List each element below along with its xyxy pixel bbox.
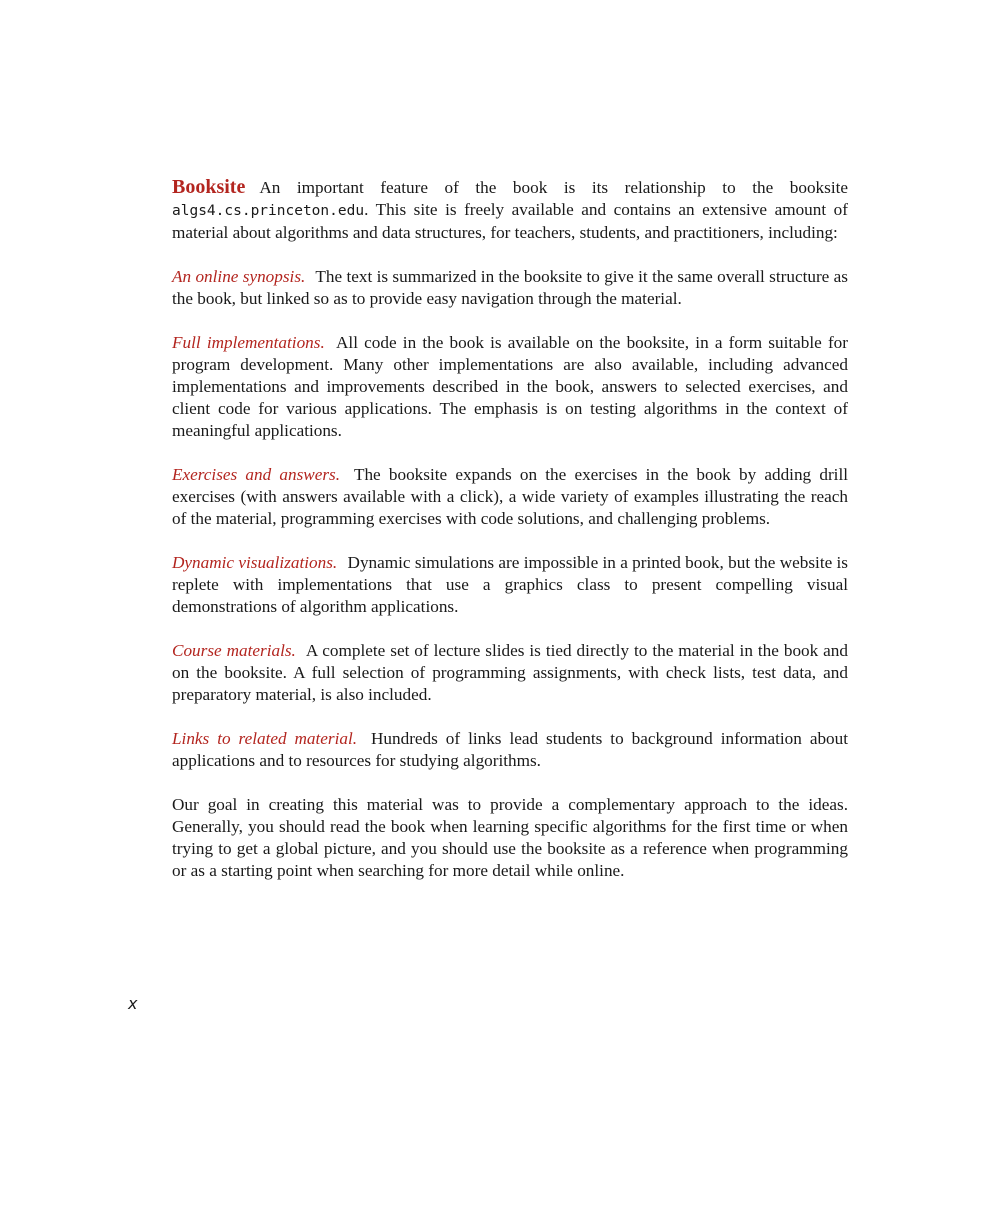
booksite-url: algs4.cs.princeton.edu [172, 203, 365, 219]
intro-text-continued: . This site is freely available and contains an extensive amount of material about algorithms and data structures, for teachers, students, and practitioners, including: [172, 200, 848, 242]
item-heading: Exercises and answers. [172, 465, 341, 484]
item-heading: Dynamic visualizations. [172, 553, 338, 572]
intro-paragraph [172, 176, 848, 244]
item-full-implementations [172, 332, 848, 442]
item-heading: Links to related material. [172, 729, 358, 748]
closing-paragraph: Our goal in creating this material was to provide a complementary approach to the ideas. Generally, you should read the book when learning specific algorithms for the first time or when trying to get a global picture, and you should use the booksite as a reference when programming or as a starting point when searching for more detail while online. [172, 795, 848, 880]
item-heading: Course materials. [172, 641, 296, 660]
item-links-to-related-material [172, 728, 848, 772]
item-course-materials [172, 640, 848, 706]
booksite-heading: Booksite [172, 176, 246, 198]
intro-text: An important feature of the book is its relationship to the booksite [259, 178, 848, 197]
item-heading: An online synopsis. [172, 267, 306, 286]
page-number: x [128, 994, 138, 1013]
item-text: The booksite expands on the exercises in the book by adding drill exercises (with answers available with a click), a wide variety of examples illustrating the reach of the material, programming exercises with code solutions, and challenging problems. [172, 465, 848, 528]
item-heading: Full implementations. [172, 333, 325, 352]
item-online-synopsis [172, 266, 848, 310]
item-text: A complete set of lecture slides is tied directly to the material in the book and on the booksite. A full selection of programming assignments, with check lists, test data, and preparatory material, is also included. [172, 641, 848, 704]
item-text: Hundreds of links lead students to background information about applications and to resources for studying algorithms. [172, 729, 849, 770]
item-exercises-and-answers [172, 464, 848, 530]
item-dynamic-visualizations [172, 552, 848, 618]
item-text: Dynamic simulations are impossible in a printed book, but the website is replete with implementations that use a graphics class to present compelling visual demonstrations of algorithm applications. [172, 553, 848, 616]
page-body [172, 176, 848, 904]
item-text: The text is summarized in the booksite to give it the same overall structure as the book, but linked so as to provide easy navigation through the material. [172, 267, 848, 308]
item-text: All code in the book is available on the booksite, in a form suitable for program development. Many other implementations are also available, including advanced implementations and improvements described in the book, answers to selected exercises, and client code for various applications. The emphasis is on testing algorithms in the context of meaningful applications. [172, 333, 848, 440]
